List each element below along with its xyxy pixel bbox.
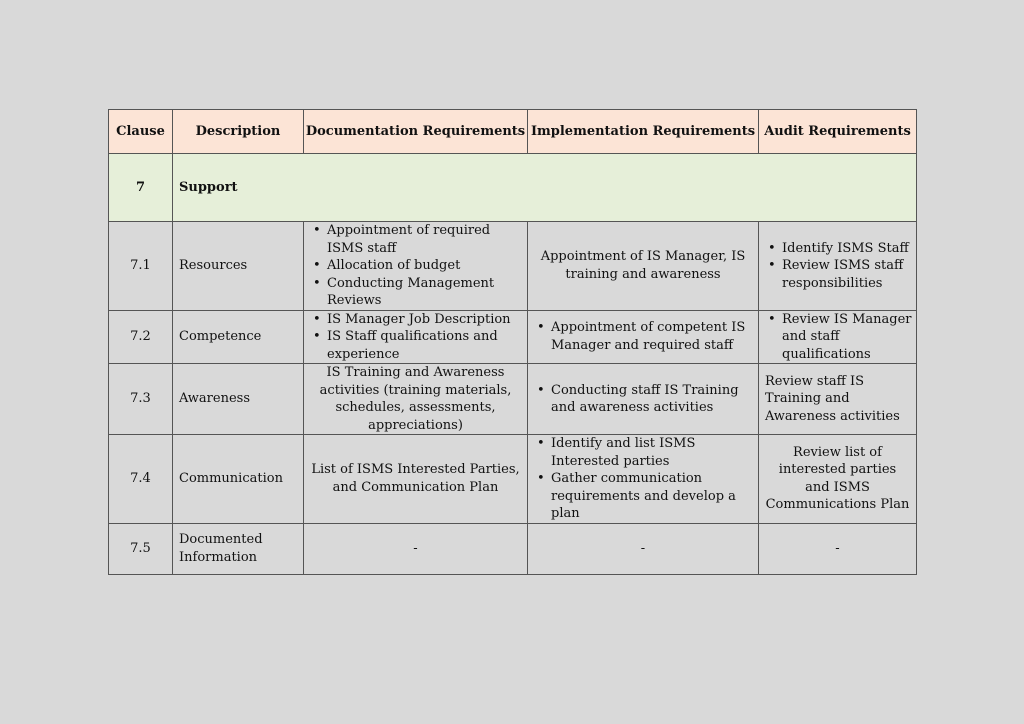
row-audit: - [759, 523, 917, 574]
list-item: • Review IS Manager and staff qualifications [765, 311, 916, 364]
list-item: • Appointment of required ISMS staff [310, 222, 527, 257]
list-item: • IS Manager Job Description [310, 311, 527, 329]
row-clause: 7.3 [109, 364, 173, 435]
row-implementation: Appointment of IS Manager, IS training and awareness [528, 222, 759, 311]
section-clause: 7 [109, 154, 173, 222]
section-title: Support [173, 154, 917, 222]
row-documentation: IS Training and Awareness activities (training materials, schedules, assessments, appreciations) [304, 364, 528, 435]
row-documentation [304, 222, 528, 311]
header-audit: Audit Requirements [759, 110, 917, 154]
list-item: • Gather communication requirements and develop a plan [534, 470, 758, 523]
requirements-table [108, 109, 917, 575]
list-item: • Review ISMS staff responsibilities [765, 257, 916, 292]
row-documentation: - [304, 523, 528, 574]
header-documentation: Documentation Requirements [304, 110, 528, 154]
table-row [109, 435, 917, 524]
row-clause: 7.5 [109, 523, 173, 574]
row-audit [759, 310, 917, 364]
table-row [109, 364, 917, 435]
row-documentation [304, 310, 528, 364]
implementation-list [528, 319, 758, 354]
row-implementation [528, 435, 759, 524]
list-item: • Appointment of competent IS Manager and required staff [534, 319, 758, 354]
implementation-list [528, 382, 758, 417]
row-description: Competence [173, 310, 304, 364]
row-audit [759, 222, 917, 311]
header-description: Description [173, 110, 304, 154]
row-clause: 7.1 [109, 222, 173, 311]
row-implementation: - [528, 523, 759, 574]
header-row [109, 110, 917, 154]
implementation-list [528, 435, 758, 523]
header-clause: Clause [109, 110, 173, 154]
list-item: • Conducting Management Reviews [310, 275, 527, 310]
list-item: • Allocation of budget [310, 257, 527, 275]
list-item: • IS Staff qualifications and experience [310, 328, 527, 363]
header-implementation: Implementation Requirements [528, 110, 759, 154]
row-audit: Review list of interested parties and ISMS Communications Plan [759, 435, 917, 524]
row-clause: 7.2 [109, 310, 173, 364]
row-description: Communication [173, 435, 304, 524]
row-audit: Review staff IS Training and Awareness activities [759, 364, 917, 435]
section-row [109, 154, 917, 222]
row-description: Documented Information [173, 523, 304, 574]
table-row [109, 310, 917, 364]
table-row [109, 523, 917, 574]
row-clause: 7.4 [109, 435, 173, 524]
row-description: Awareness [173, 364, 304, 435]
list-item: • Identify ISMS Staff [765, 240, 916, 258]
list-item: • Conducting staff IS Training and awareness activities [534, 382, 758, 417]
row-documentation: List of ISMS Interested Parties, and Communication Plan [304, 435, 528, 524]
table-row [109, 222, 917, 311]
documentation-list [304, 311, 527, 364]
row-description: Resources [173, 222, 304, 311]
audit-list [759, 311, 916, 364]
list-item: • Identify and list ISMS Interested parties [534, 435, 758, 470]
audit-list [759, 240, 916, 293]
documentation-list [304, 222, 527, 310]
row-implementation [528, 364, 759, 435]
row-implementation [528, 310, 759, 364]
